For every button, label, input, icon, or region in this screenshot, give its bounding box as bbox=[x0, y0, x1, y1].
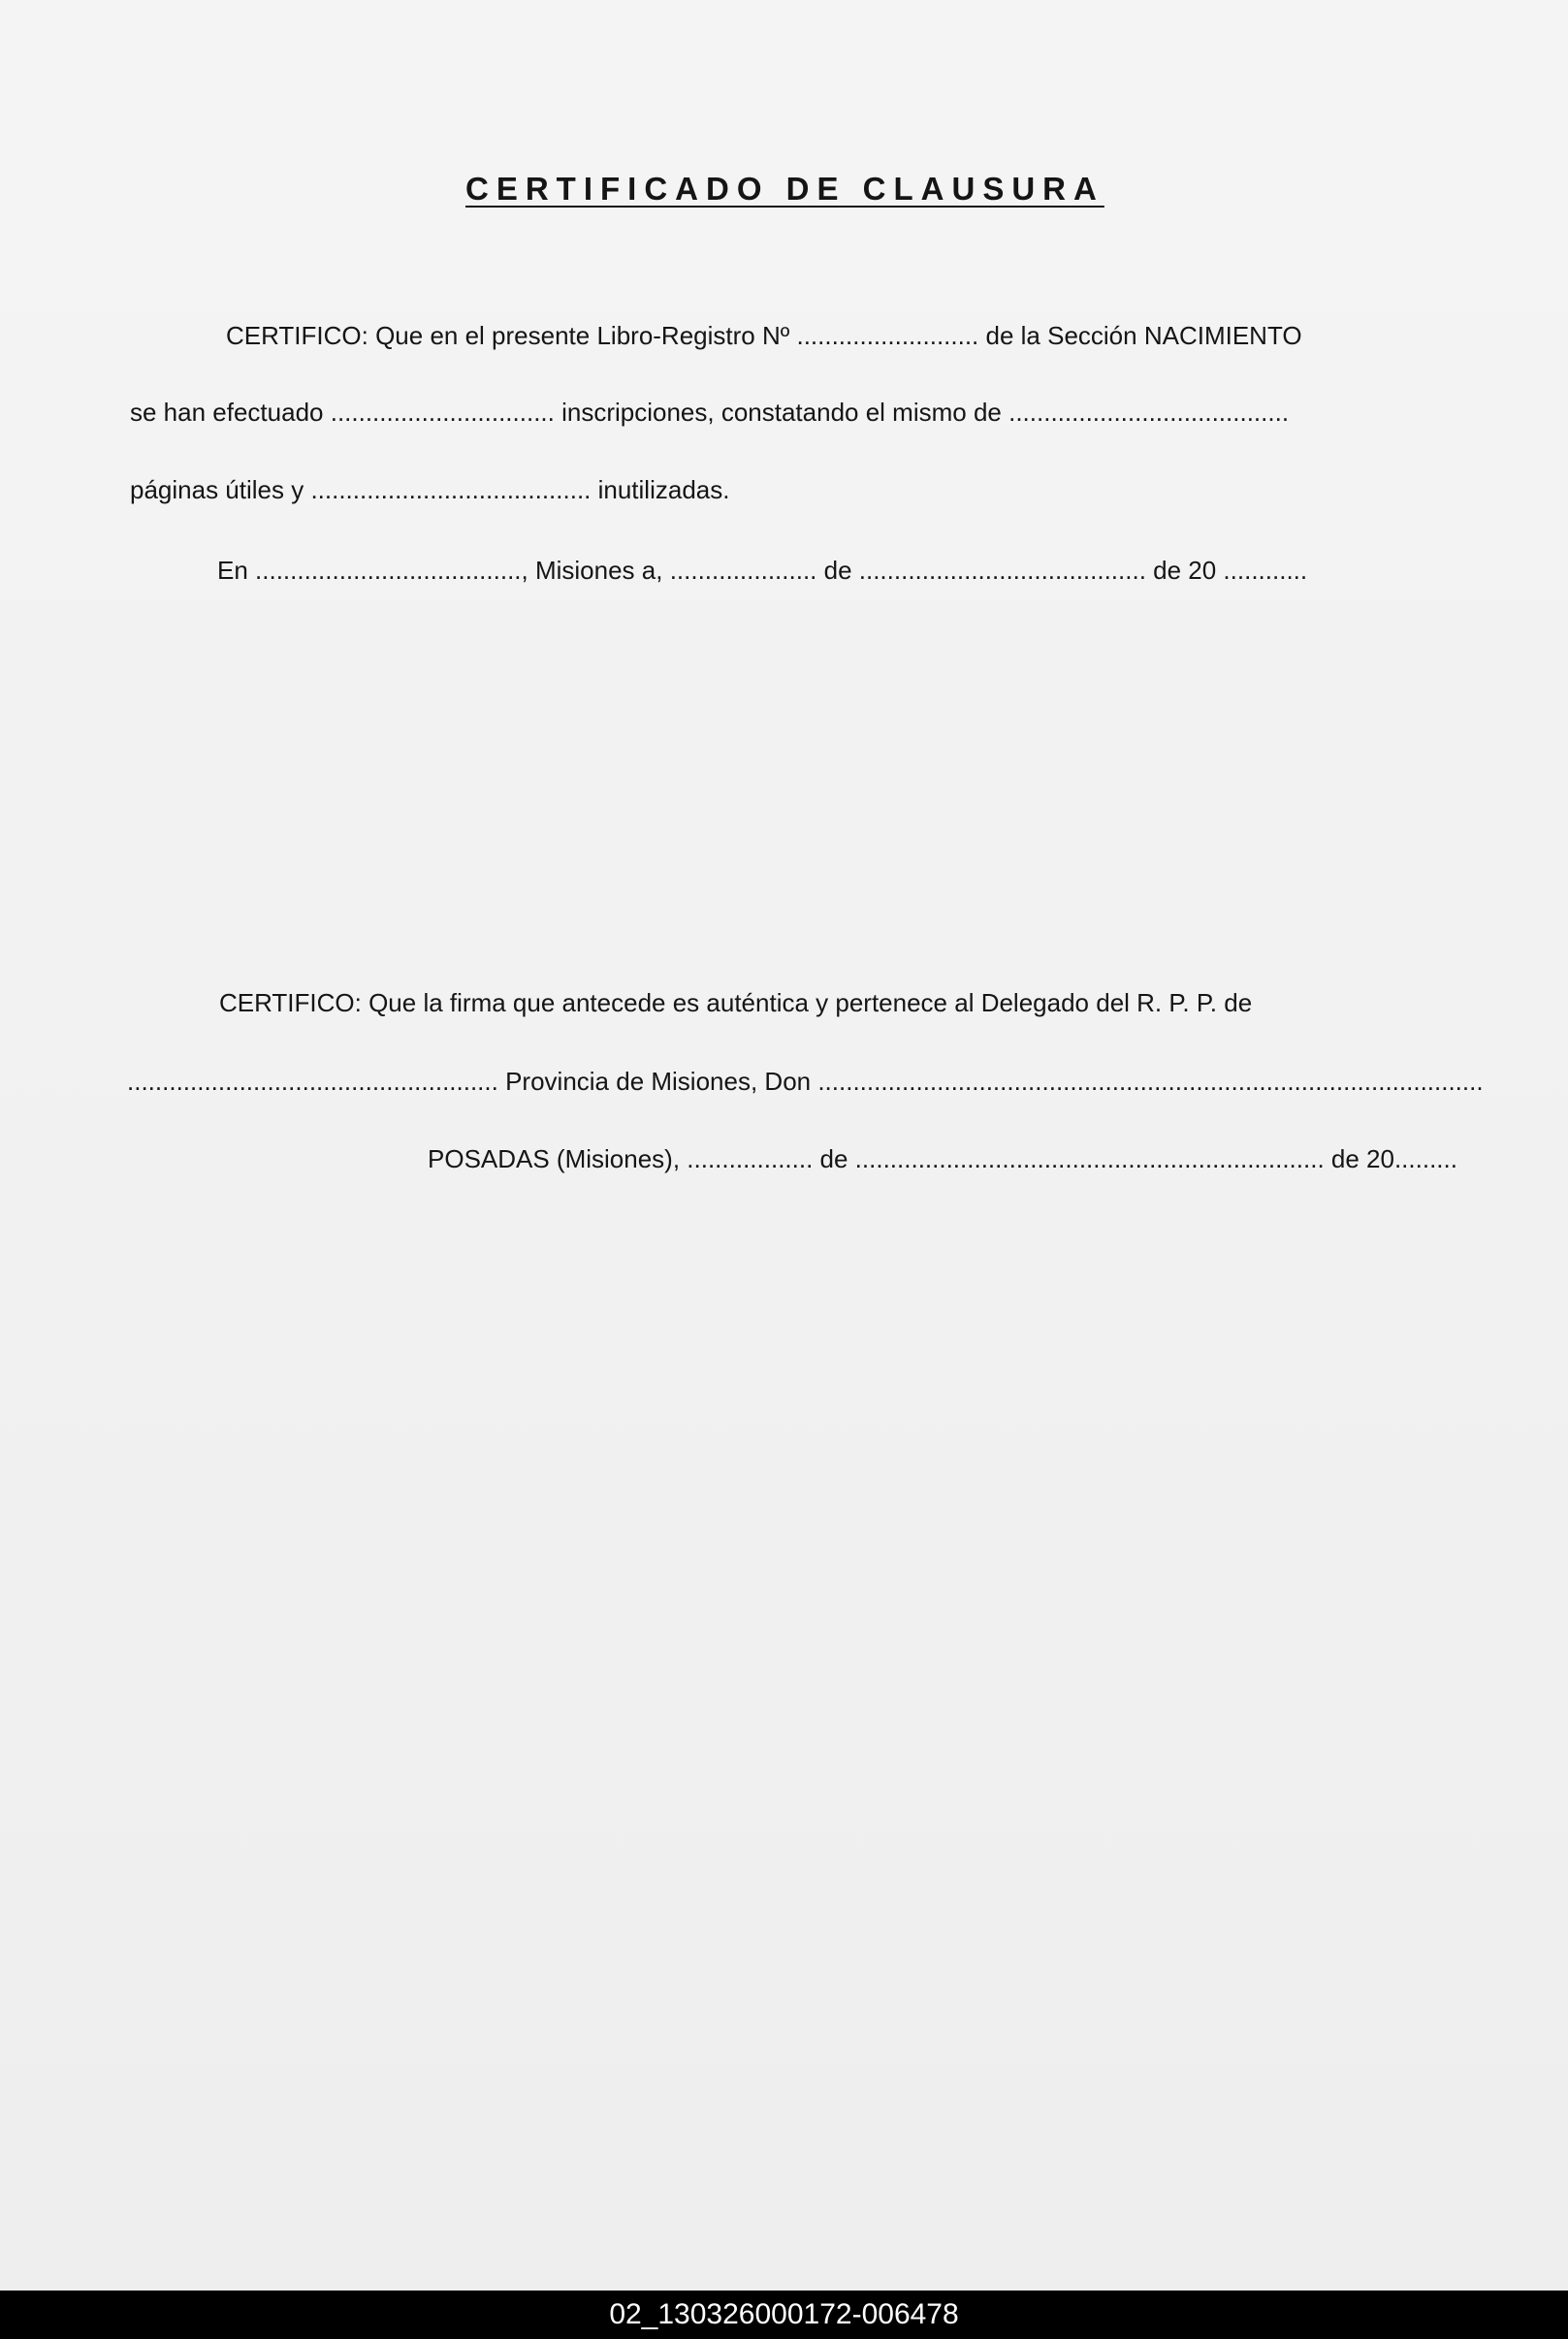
signature-certification-line-1: CERTIFICO: Que la firma que antecede es auténtica y pertenece al Delegado del R. P. P. de bbox=[219, 988, 1253, 1017]
certificate-line-4: En ......................................, Misiones a, ..................... de ......................................... de 20 ............ bbox=[217, 556, 1308, 585]
signature-certification-line-2: ..................................................... Provincia de Misiones, Don ............................................................................................... bbox=[127, 1067, 1484, 1096]
signature-certification-line-3: POSADAS (Misiones), .................. de ................................................................... de 20......... bbox=[428, 1144, 1457, 1173]
certificate-line-1: CERTIFICO: Que en el presente Libro-Registro Nº .......................... de la Sección NACIMIENTO bbox=[226, 321, 1302, 350]
certificate-line-3: páginas útiles y ........................................ inutilizadas. bbox=[130, 475, 730, 504]
certificate-line-2: se han efectuado ................................ inscripciones, constatando el mismo de ........................................ bbox=[130, 398, 1290, 427]
document-title: CERTIFICADO DE CLAUSURA bbox=[465, 171, 1104, 207]
scan-id-footer: 02_130326000172-006478 bbox=[0, 2291, 1568, 2339]
